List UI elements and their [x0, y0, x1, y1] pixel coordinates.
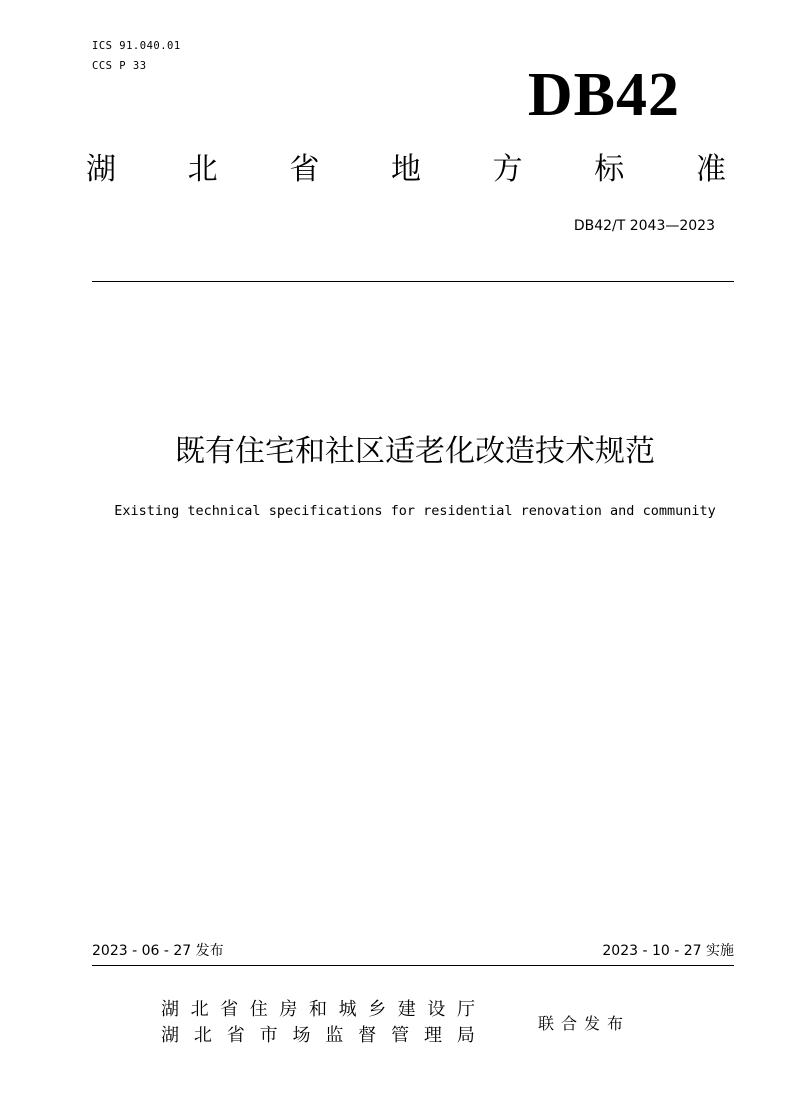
issuer-char: 乡 [368, 999, 387, 1020]
issuer-char: 湖 [161, 999, 179, 1020]
category-char: 湖 [86, 152, 116, 187]
footer-divider [92, 965, 734, 966]
category-char: 方 [492, 152, 523, 187]
issuer-char: 建 [397, 999, 416, 1020]
issuer-housing-department [161, 999, 475, 1021]
issuer-char: 省 [226, 1025, 245, 1046]
issuer-char: 局 [456, 1025, 475, 1046]
standard-category [86, 150, 726, 190]
issuer-char: 督 [358, 1025, 377, 1046]
issuer-char: 北 [190, 999, 209, 1020]
issuer-char: 理 [424, 1025, 442, 1046]
issuer-char: 和 [308, 999, 327, 1020]
header-divider [92, 281, 734, 282]
issue-date: 2023 - 06 - 27 发布 [92, 943, 224, 959]
category-char: 准 [695, 152, 726, 187]
issuer-char: 监 [325, 1025, 344, 1046]
issuer-char: 管 [391, 1025, 410, 1046]
issuer-char: 省 [220, 999, 239, 1020]
issuer-char: 房 [279, 999, 298, 1020]
issuer-char: 城 [338, 999, 357, 1020]
issuer-char: 场 [292, 1025, 311, 1046]
issuer-char: 设 [427, 999, 446, 1020]
category-char: 标 [594, 152, 625, 187]
category-char: 省 [289, 152, 320, 187]
standard-code-logo: DB42 [527, 61, 680, 129]
category-char: 地 [390, 152, 421, 187]
standard-number: DB42/T 2043—2023 [573, 218, 715, 234]
issuer-char: 湖 [161, 1025, 179, 1046]
issuer-char: 厅 [456, 999, 475, 1020]
document-title-english: Existing technical specifications for residential renovation and community [114, 503, 716, 519]
joint-issue-label: 联合发布 [538, 1014, 631, 1033]
issuer-char: 北 [193, 1025, 212, 1046]
issuer-char: 市 [259, 1025, 278, 1046]
ccs-code: CCS P 33 [92, 60, 147, 72]
issuer-char: 住 [249, 999, 268, 1020]
issuer-market-regulation [161, 1025, 475, 1047]
document-title-chinese: 既有住宅和社区适老化改造技术规范 [175, 434, 655, 469]
implementation-date: 2023 - 10 - 27 实施 [602, 943, 734, 959]
ics-code: ICS 91.040.01 [92, 40, 181, 52]
category-char: 北 [187, 152, 218, 187]
